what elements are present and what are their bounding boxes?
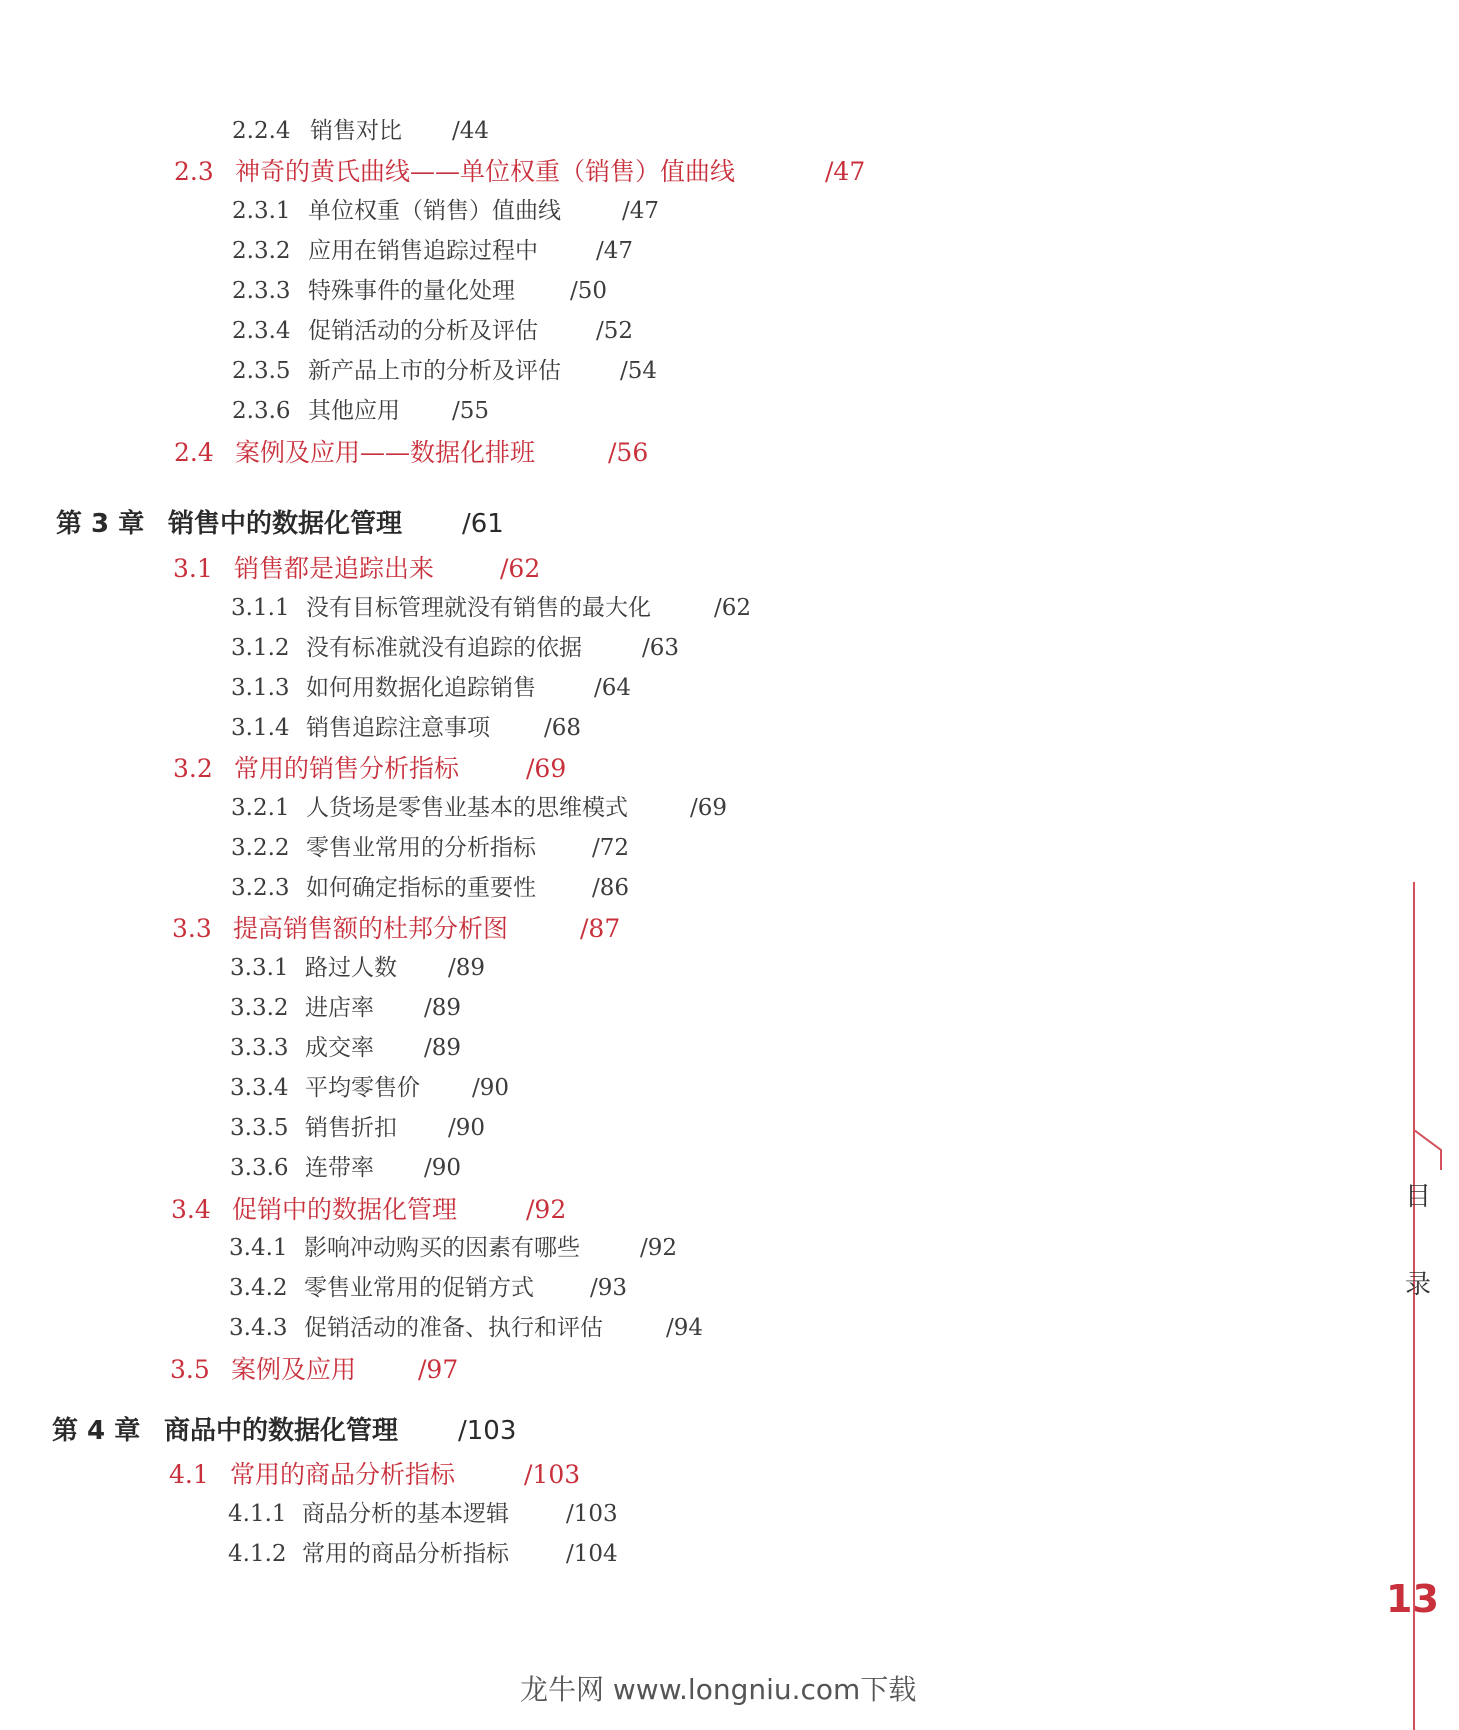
sidebar-label-lu: 录 xyxy=(1405,1270,1432,1300)
toc-number: 2.3.4 xyxy=(232,318,291,344)
toc-page: /47 xyxy=(825,157,866,186)
toc-page: /47 xyxy=(596,238,634,264)
toc-page: /72 xyxy=(592,835,630,861)
toc-page: /69 xyxy=(526,754,567,783)
toc-page: /69 xyxy=(690,795,728,821)
toc-number: 4.1.2 xyxy=(228,1541,287,1567)
toc-number: 3.4.1 xyxy=(229,1235,288,1261)
toc-title: 销售追踪注意事项 xyxy=(306,715,490,741)
toc-title: 商品分析的基本逻辑 xyxy=(302,1501,509,1527)
toc-title: 影响冲动购买的因素有哪些 xyxy=(304,1235,580,1261)
toc-title: 没有标准就没有追踪的依据 xyxy=(306,635,582,661)
chapter-number: 第 4 章 xyxy=(52,1416,141,1446)
toc-page: /56 xyxy=(608,438,649,467)
toc-title: 平均零售价 xyxy=(305,1075,420,1101)
toc-page: /44 xyxy=(452,118,490,144)
toc-title: 连带率 xyxy=(305,1155,374,1181)
toc-page: /47 xyxy=(622,198,660,224)
toc-number: 2.2.4 xyxy=(232,118,291,144)
toc-title: 促销活动的分析及评估 xyxy=(308,318,538,344)
toc-page: /90 xyxy=(472,1075,510,1101)
toc-title: 常用的销售分析指标 xyxy=(234,754,460,783)
toc-title: 人货场是零售业基本的思维模式 xyxy=(306,795,628,821)
toc-number: 2.3.2 xyxy=(232,238,291,264)
toc-number: 3.4.2 xyxy=(229,1275,288,1301)
toc-title: 新产品上市的分析及评估 xyxy=(308,358,561,384)
toc-title: 零售业常用的分析指标 xyxy=(306,835,536,861)
toc-title: 零售业常用的促销方式 xyxy=(304,1275,534,1301)
chapter-page: /61 xyxy=(462,509,504,539)
toc-number: 3.1.2 xyxy=(231,635,290,661)
toc-title: 没有目标管理就没有销售的最大化 xyxy=(306,595,651,621)
toc-title: 成交率 xyxy=(305,1035,374,1061)
toc-page: /55 xyxy=(452,398,490,424)
toc-number: 2.4 xyxy=(174,438,214,467)
toc-number: 3.2.1 xyxy=(231,795,290,821)
toc-page: /94 xyxy=(666,1315,704,1341)
toc-number: 3.3.5 xyxy=(230,1115,289,1141)
toc-title: 常用的商品分析指标 xyxy=(230,1460,456,1489)
toc-title: 进店率 xyxy=(305,995,374,1021)
toc-page: /92 xyxy=(640,1235,678,1261)
toc-title: 提高销售额的杜邦分析图 xyxy=(233,914,509,943)
toc-page: /103 xyxy=(566,1501,618,1527)
sidebar-label-mu: 目 xyxy=(1405,1182,1432,1212)
toc-title: 案例及应用——数据化排班 xyxy=(235,438,536,467)
toc-page: /62 xyxy=(500,554,541,583)
chapter-title: 销售中的数据化管理 xyxy=(168,509,403,539)
toc-page: /89 xyxy=(448,955,486,981)
toc-title: 如何确定指标的重要性 xyxy=(306,875,536,901)
toc-number: 2.3.5 xyxy=(232,358,291,384)
toc-title: 单位权重（销售）值曲线 xyxy=(308,198,561,224)
chapter-title: 商品中的数据化管理 xyxy=(164,1416,399,1446)
toc-number: 3.4 xyxy=(171,1195,211,1224)
toc-number: 4.1.1 xyxy=(228,1501,287,1527)
toc-number: 2.3.6 xyxy=(232,398,291,424)
toc-number: 3.4.3 xyxy=(229,1315,288,1341)
toc-page: /89 xyxy=(424,1035,462,1061)
toc-number: 2.3.1 xyxy=(232,198,291,224)
toc-number: 3.3.2 xyxy=(230,995,289,1021)
toc-number: 2.3 xyxy=(174,157,214,186)
toc-title: 神奇的黄氏曲线——单位权重（销售）值曲线 xyxy=(235,157,736,186)
toc-number: 3.1 xyxy=(173,554,213,583)
toc-page: /68 xyxy=(544,715,582,741)
toc-number: 3.3.3 xyxy=(230,1035,289,1061)
toc-title: 促销中的数据化管理 xyxy=(232,1195,458,1224)
toc-page: /104 xyxy=(566,1541,618,1567)
toc-page: /87 xyxy=(580,914,621,943)
toc-title: 其他应用 xyxy=(308,398,400,424)
toc-title: 促销活动的准备、执行和评估 xyxy=(304,1315,603,1341)
toc-title: 销售都是追踪出来 xyxy=(234,554,435,583)
toc-number: 3.2.2 xyxy=(231,835,290,861)
toc-page: /54 xyxy=(620,358,658,384)
toc-number: 3.3.1 xyxy=(230,955,289,981)
toc-page: /92 xyxy=(526,1195,567,1224)
toc-page: /97 xyxy=(418,1355,459,1384)
toc-title: 特殊事件的量化处理 xyxy=(308,278,515,304)
toc-title: 应用在销售追踪过程中 xyxy=(308,238,538,264)
toc-number: 3.1.1 xyxy=(231,595,290,621)
sidebar-notch xyxy=(1413,1130,1443,1170)
toc-title: 路过人数 xyxy=(305,955,397,981)
toc-title: 常用的商品分析指标 xyxy=(302,1541,509,1567)
toc-number: 2.3.3 xyxy=(232,278,291,304)
toc-page: /50 xyxy=(570,278,608,304)
chapter-page: /103 xyxy=(458,1416,517,1446)
toc-page: /90 xyxy=(448,1115,486,1141)
toc-number: 3.1.4 xyxy=(231,715,290,741)
toc-number: 4.1 xyxy=(169,1460,209,1489)
page-number: 13 xyxy=(1386,1577,1439,1621)
toc-title: 销售对比 xyxy=(310,118,402,144)
toc-page: /62 xyxy=(714,595,752,621)
toc-page: /64 xyxy=(594,675,632,701)
toc-title: 销售折扣 xyxy=(305,1115,397,1141)
toc-page: /86 xyxy=(592,875,630,901)
toc-page: /103 xyxy=(524,1460,581,1489)
footer-watermark: 龙牛网 www.longniu.com下载 xyxy=(520,1673,917,1706)
toc-number: 3.5 xyxy=(170,1355,210,1384)
toc-page: /89 xyxy=(424,995,462,1021)
toc-number: 3.2.3 xyxy=(231,875,290,901)
toc-page: /93 xyxy=(590,1275,628,1301)
toc-number: 3.2 xyxy=(173,754,213,783)
toc-number: 3.3 xyxy=(172,914,212,943)
chapter-number: 第 3 章 xyxy=(56,509,145,539)
toc-number: 3.3.6 xyxy=(230,1155,289,1181)
toc-title: 案例及应用 xyxy=(231,1355,357,1384)
toc-number: 3.3.4 xyxy=(230,1075,289,1101)
toc-page: /63 xyxy=(642,635,680,661)
toc-title: 如何用数据化追踪销售 xyxy=(306,675,536,701)
toc-page: /52 xyxy=(596,318,634,344)
toc-page: /90 xyxy=(424,1155,462,1181)
toc-number: 3.1.3 xyxy=(231,675,290,701)
